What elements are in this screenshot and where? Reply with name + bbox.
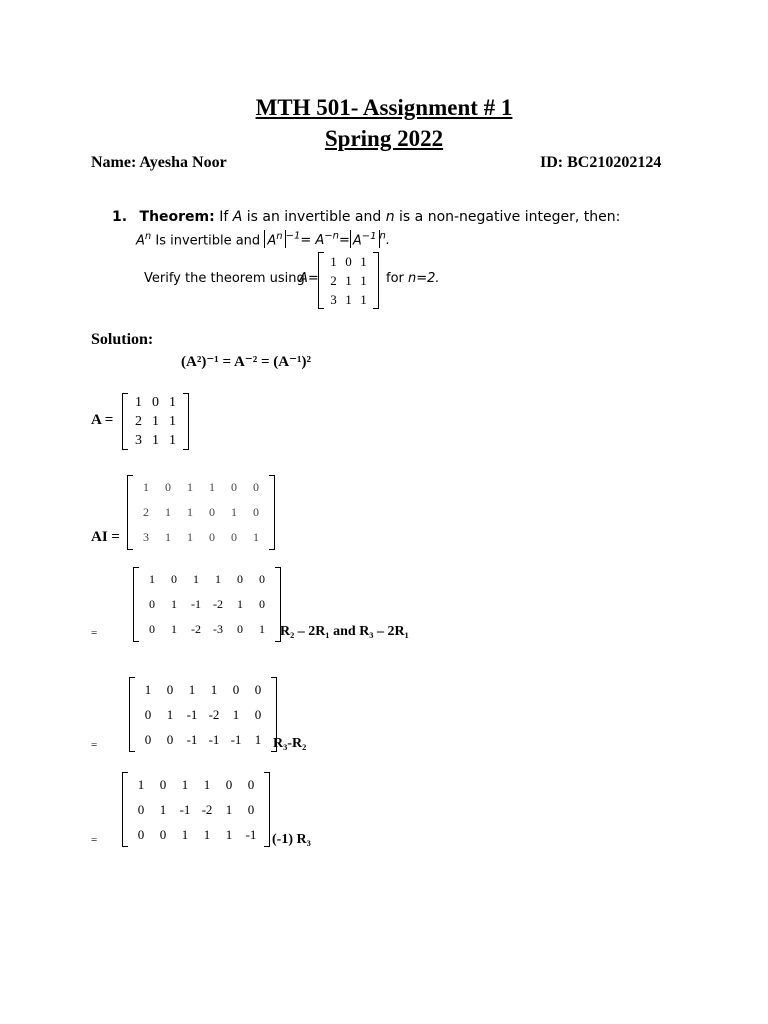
matrix-cell: 0 bbox=[247, 776, 255, 792]
matrix-cell: 0 bbox=[254, 706, 262, 722]
matrix-cell: 3 bbox=[330, 291, 337, 307]
matrix-row bbox=[141, 617, 273, 642]
matrix-cell: 1 bbox=[203, 776, 211, 792]
matrix-cell: 1 bbox=[253, 530, 259, 544]
student-name: Name: Ayesha Noor bbox=[91, 154, 227, 171]
matrix-row bbox=[130, 431, 181, 450]
matrix-cell: 3 bbox=[135, 432, 142, 448]
matrix-bracket-right bbox=[269, 475, 275, 550]
matrix-cell: -2 bbox=[201, 801, 213, 817]
matrix-step2 bbox=[129, 677, 277, 752]
eq-step1: = bbox=[91, 627, 98, 639]
eq-step3: = bbox=[91, 834, 98, 846]
matrix-cell: 1 bbox=[232, 706, 240, 722]
line2-text: Is invertible and bbox=[155, 233, 261, 249]
for-text: for bbox=[386, 271, 404, 286]
matrix-bracket-left bbox=[122, 393, 128, 450]
question-matrix-a bbox=[318, 252, 379, 309]
question-line2 bbox=[136, 230, 390, 248]
matrix-cell: 0 bbox=[137, 826, 145, 842]
matrix-row bbox=[130, 412, 181, 431]
matrix-cell: 1 bbox=[254, 731, 262, 747]
matrix-cell: 1 bbox=[225, 826, 233, 842]
matrix-row bbox=[130, 772, 262, 797]
matrix-row bbox=[326, 252, 371, 271]
matrix-cell: -3 bbox=[213, 622, 223, 636]
matrix-cell: 1 bbox=[137, 776, 145, 792]
matrix-cell: 0 bbox=[247, 801, 255, 817]
matrix-cell: -1 bbox=[208, 731, 220, 747]
matrix-cell: 1 bbox=[215, 572, 221, 586]
matrix-cell: 0 bbox=[225, 776, 233, 792]
matrix-row bbox=[130, 797, 262, 822]
matrix-cell: 1 bbox=[169, 413, 176, 429]
theorem-var-a: A bbox=[232, 209, 243, 225]
matrix-bracket-right bbox=[373, 252, 379, 309]
matrix-row bbox=[326, 271, 371, 290]
matrix-row bbox=[130, 822, 262, 847]
matrix-cell: 0 bbox=[237, 572, 243, 586]
matrix-cell: 1 bbox=[181, 826, 189, 842]
matrix-table bbox=[135, 475, 267, 550]
matrix-table bbox=[326, 252, 371, 309]
matrix-cell: 1 bbox=[169, 394, 176, 410]
step2-operation: R₃-R₂ bbox=[273, 736, 307, 751]
solution-label: Solution: bbox=[91, 331, 154, 348]
step3-operation: (-1) R₃ bbox=[272, 832, 311, 847]
matrix-cell: -1 bbox=[179, 801, 191, 817]
matrix-cell: -1 bbox=[186, 731, 198, 747]
identity-formula: (A²)⁻¹ = A⁻² = (A⁻¹)² bbox=[181, 354, 311, 370]
matrix-step1 bbox=[133, 567, 281, 642]
matrix-row bbox=[135, 500, 267, 525]
title-line2: Spring 2022 bbox=[324, 126, 444, 151]
matrix-cell: 0 bbox=[209, 530, 215, 544]
matrix-cell: 1 bbox=[209, 480, 215, 494]
verify-text: Verify the theorem using bbox=[144, 271, 305, 286]
matrix-cell: 2 bbox=[330, 272, 337, 288]
matrix-cell: 0 bbox=[159, 776, 167, 792]
matrix-cell: 1 bbox=[166, 706, 174, 722]
matrix-cell: 0 bbox=[345, 253, 352, 269]
matrix-row bbox=[141, 592, 273, 617]
matrix-cell: 0 bbox=[231, 530, 237, 544]
matrix-cell: 3 bbox=[143, 530, 149, 544]
theorem-formula: $A^n$ $^{-1}= A^{-n}= A^{-1}$ $^n$. bbox=[264, 233, 390, 248]
matrix-table bbox=[130, 393, 181, 450]
matrix-cell: 1 bbox=[149, 572, 155, 586]
matrix-cell: 0 bbox=[159, 826, 167, 842]
n-eq: n=2. bbox=[408, 271, 440, 286]
matrix-cell: 2 bbox=[143, 505, 149, 519]
matrix-cell: 1 bbox=[237, 597, 243, 611]
matrix-cell: 1 bbox=[360, 272, 367, 288]
matrix-cell: 2 bbox=[135, 413, 142, 429]
matrix-cell: 1 bbox=[171, 622, 177, 636]
matrix-table bbox=[137, 677, 269, 752]
matrix-cell: 0 bbox=[237, 622, 243, 636]
matrix-cell: 0 bbox=[253, 505, 259, 519]
matrix-cell: 0 bbox=[254, 681, 262, 697]
matrix-cell: 1 bbox=[231, 505, 237, 519]
matrix-cell: 0 bbox=[259, 597, 265, 611]
matrix-cell: 1 bbox=[171, 597, 177, 611]
matrix-cell: 1 bbox=[187, 530, 193, 544]
matrix-a-label: A = bbox=[91, 412, 114, 428]
matrix-bracket-left bbox=[129, 677, 135, 752]
matrix-cell: 0 bbox=[152, 394, 159, 410]
line2-var-n: n bbox=[144, 231, 152, 242]
matrix-cell: 1 bbox=[144, 681, 152, 697]
matrix-bracket-left bbox=[127, 475, 133, 550]
matrix-cell: 0 bbox=[144, 706, 152, 722]
matrix-bracket-right bbox=[264, 772, 270, 847]
matrix-cell: 1 bbox=[345, 291, 352, 307]
matrix-cell: 1 bbox=[360, 253, 367, 269]
line2-var-a: A bbox=[136, 233, 145, 249]
matrix-cell: 1 bbox=[143, 480, 149, 494]
student-id: ID: BC210202124 bbox=[540, 154, 662, 171]
matrix-row bbox=[141, 567, 273, 592]
matrix-cell: 1 bbox=[187, 480, 193, 494]
theorem-label: Theorem: bbox=[139, 209, 215, 225]
matrix-cell: 1 bbox=[330, 253, 337, 269]
matrix-row bbox=[130, 393, 181, 412]
theorem-text3: is a non-negative integer, then: bbox=[399, 209, 621, 225]
matrix-bracket-right bbox=[183, 393, 189, 450]
matrix-cell: 0 bbox=[166, 731, 174, 747]
matrix-cell: 1 bbox=[193, 572, 199, 586]
matrix-cell: 0 bbox=[209, 505, 215, 519]
theorem-var-n: n bbox=[385, 209, 395, 225]
question-line1 bbox=[112, 209, 620, 225]
matrix-cell: -1 bbox=[245, 826, 257, 842]
matrix-cell: 1 bbox=[181, 776, 189, 792]
matrix-cell: 0 bbox=[231, 480, 237, 494]
matrix-row bbox=[135, 525, 267, 550]
title-line1: MTH 501- Assignment # 1 bbox=[255, 95, 513, 120]
matrix-cell: 0 bbox=[166, 681, 174, 697]
matrix-cell: 0 bbox=[232, 681, 240, 697]
matrix-row bbox=[137, 702, 269, 727]
matrix-cell: 0 bbox=[165, 480, 171, 494]
matrix-table bbox=[130, 772, 262, 847]
matrix-cell: -2 bbox=[208, 706, 220, 722]
step1-operation: R₂ – 2R₁ and R₃ – 2R₁ bbox=[280, 624, 409, 639]
matrix-bracket-left bbox=[318, 252, 324, 309]
matrix-cell: 1 bbox=[169, 432, 176, 448]
matrix-cell: 0 bbox=[171, 572, 177, 586]
matrix-cell: 0 bbox=[137, 801, 145, 817]
matrix-cell: 0 bbox=[259, 572, 265, 586]
matrix-cell: 0 bbox=[144, 731, 152, 747]
verify-eq: A= bbox=[299, 271, 319, 286]
matrix-cell: 1 bbox=[225, 801, 233, 817]
matrix-cell: 1 bbox=[259, 622, 265, 636]
verify-for bbox=[386, 271, 440, 286]
question-number: 1. bbox=[112, 209, 128, 225]
matrix-cell: -1 bbox=[230, 731, 242, 747]
matrix-cell: 1 bbox=[187, 505, 193, 519]
matrix-row bbox=[326, 290, 371, 309]
matrix-cell: 0 bbox=[149, 597, 155, 611]
matrix-a bbox=[122, 393, 189, 450]
matrix-cell: 1 bbox=[360, 291, 367, 307]
matrix-cell: 1 bbox=[203, 826, 211, 842]
matrix-cell: 1 bbox=[188, 681, 196, 697]
matrix-row bbox=[137, 727, 269, 752]
theorem-text2: is an invertible and bbox=[246, 209, 382, 225]
matrix-row bbox=[135, 475, 267, 500]
matrix-ai bbox=[127, 475, 275, 550]
matrix-bracket-left bbox=[133, 567, 139, 642]
matrix-cell: 1 bbox=[210, 681, 218, 697]
matrix-step3 bbox=[122, 772, 270, 847]
matrix-cell: 1 bbox=[152, 432, 159, 448]
matrix-cell: 1 bbox=[165, 505, 171, 519]
matrix-cell: -2 bbox=[191, 622, 201, 636]
matrix-cell: 1 bbox=[165, 530, 171, 544]
matrix-cell: -1 bbox=[186, 706, 198, 722]
eq-step2: = bbox=[91, 739, 98, 751]
theorem-text1: If bbox=[219, 209, 229, 225]
matrix-ai-label: AI = bbox=[91, 529, 120, 545]
matrix-cell: 0 bbox=[149, 622, 155, 636]
matrix-cell: 1 bbox=[345, 272, 352, 288]
matrix-cell: 1 bbox=[159, 801, 167, 817]
matrix-cell: -2 bbox=[213, 597, 223, 611]
matrix-bracket-left bbox=[122, 772, 128, 847]
matrix-cell: 1 bbox=[152, 413, 159, 429]
matrix-cell: 0 bbox=[253, 480, 259, 494]
matrix-cell: -1 bbox=[191, 597, 201, 611]
matrix-table bbox=[141, 567, 273, 642]
matrix-cell: 1 bbox=[135, 394, 142, 410]
matrix-row bbox=[137, 677, 269, 702]
